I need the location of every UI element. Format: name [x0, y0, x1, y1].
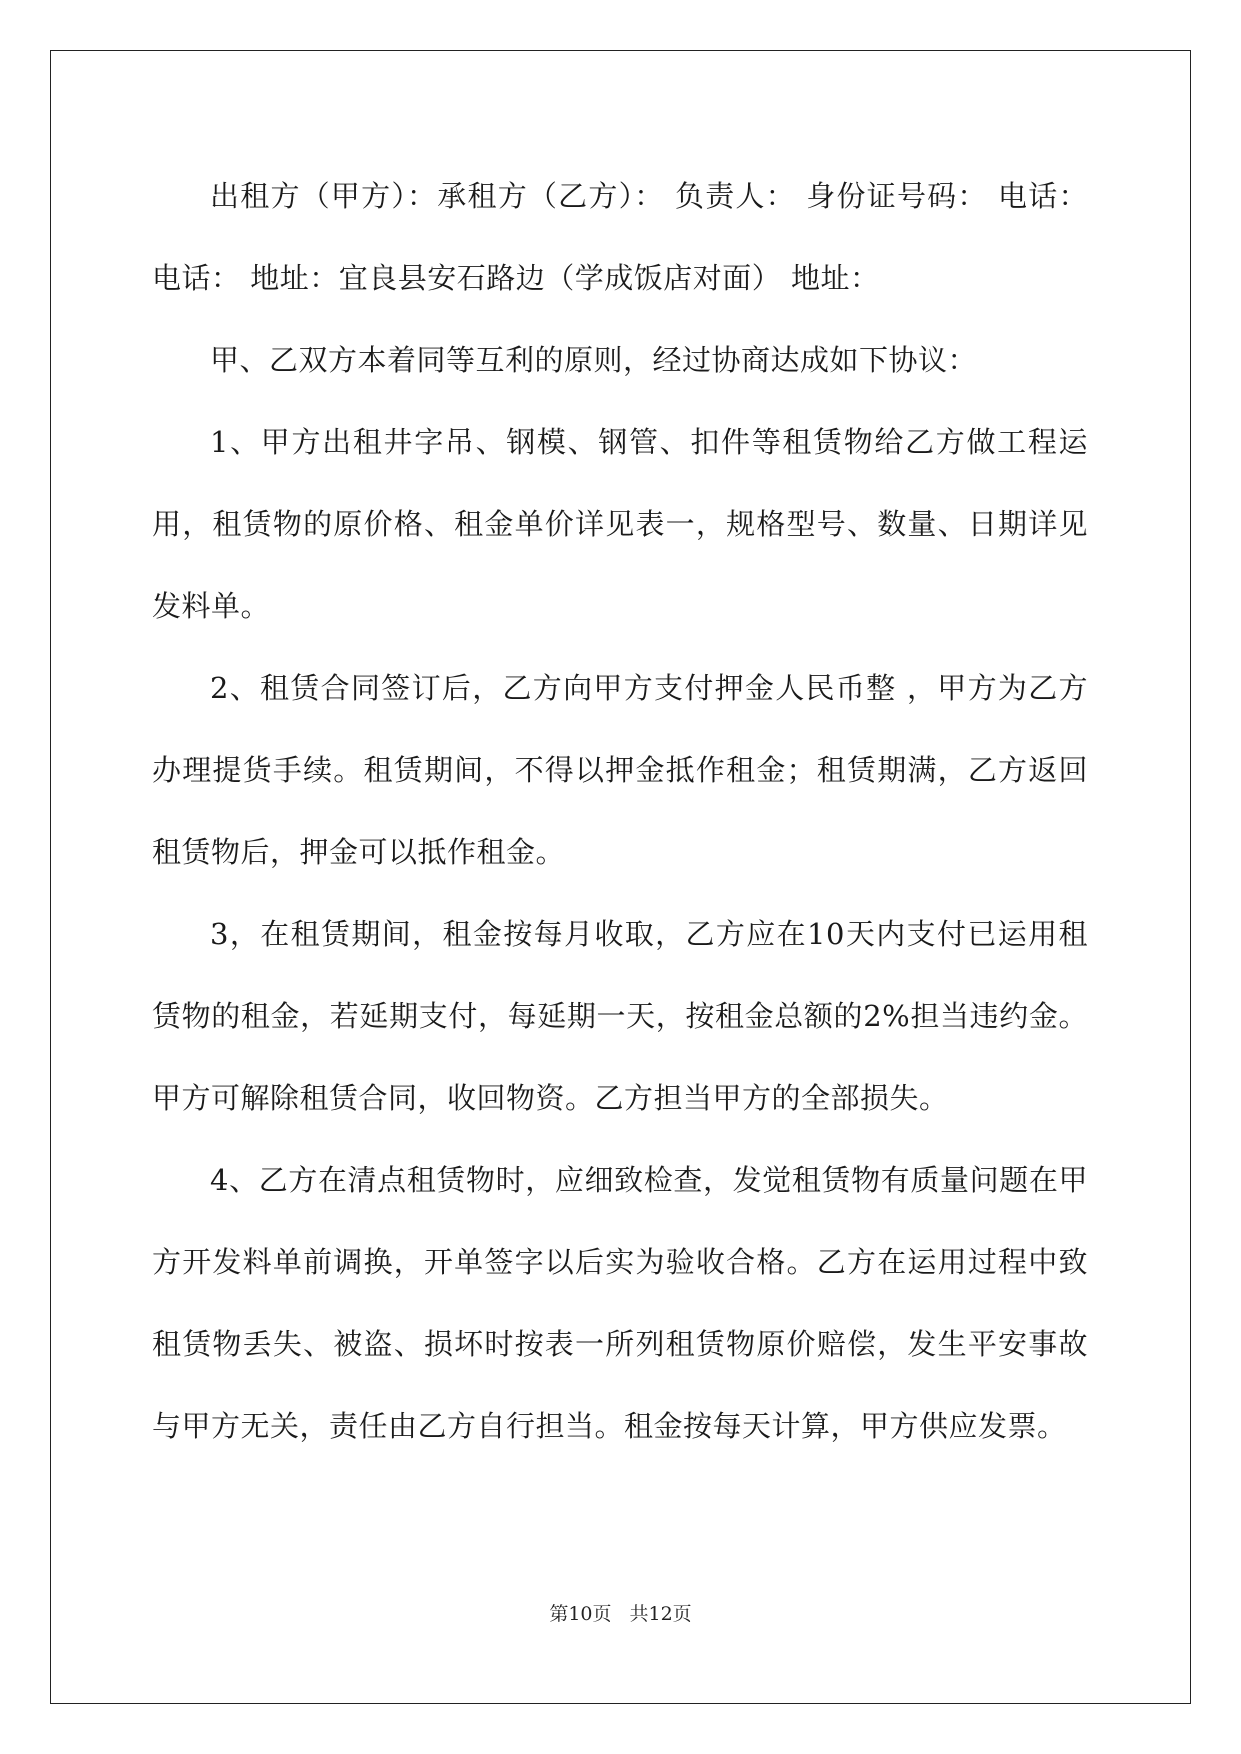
paragraph-clause-3: 3，在租赁期间，租金按每月收取，乙方应在10天内支付已运用租赁物的租金，若延期支付，每延期一天，按租金总额的2%担当违约金。甲方可解除租赁合同，收回物资。乙方担当甲方的全部损失。: [152, 917, 1088, 1115]
total-page-count: 共12页: [629, 1603, 692, 1625]
document-body: [152, 155, 1088, 1467]
page-footer: [0, 1602, 1241, 1626]
paragraph-clause-1: 1、甲方出租井字吊、钢模、钢管、扣件等租赁物给乙方做工程运用，租赁物的原价格、租金单价详见表一，规格型号、数量、日期详见发料单。: [152, 425, 1088, 623]
paragraph-clause-4: 4、乙方在清点租赁物时，应细致检查，发觉租赁物有质量问题在甲方开发料单前调换，开单签字以后实为验收合格。乙方在运用过程中致租赁物丢失、被盗、损坏时按表一所列租赁物原价赔偿，发生平安事故与甲方无关，责任由乙方自行担当。租金按每天计算，甲方供应发票。: [152, 1163, 1088, 1443]
paragraph-preamble: 甲、乙双方本着同等互利的原则，经过协商达成如下协议：: [210, 343, 978, 377]
paragraph-parties: 出租方（甲方）：承租方（乙方）： 负责人： 身份证号码： 电话： 电话： 地址：宜良县安石路边（学成饭店对面） 地址：: [152, 179, 1088, 295]
current-page-number: 第10页: [549, 1603, 612, 1625]
paragraph-clause-2: 2、租赁合同签订后，乙方向甲方支付押金人民币整 ，甲方为乙方办理提货手续。租赁期间，不得以押金抵作租金；租赁期满，乙方返回租赁物后，押金可以抵作租金。: [152, 671, 1088, 869]
